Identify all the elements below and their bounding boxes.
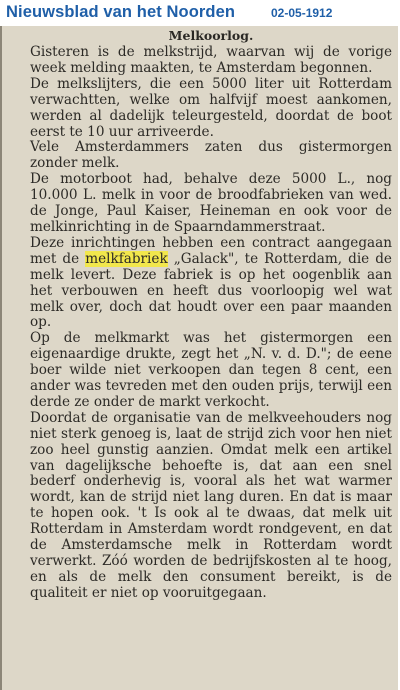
paragraph-2: De melkslijters, die een 5000 liter uit Rotterdam verwachtten, welke om halfvijf moest aankomen, werden al dadelijk teleurgesteld, doordat de boot eerst te 10 uur arriveerde. [30, 75, 392, 140]
publication-date: 02-05-1912 [271, 6, 333, 20]
paragraph-6: Op de melkmarkt was het gistermorgen een eigenaardige drukte, zegt het „N. v. d. D."; de eene boer wilde niet verkoopen dan tegen 8 cent, een ander was tevreden met den ouden prijs, terwijl een derde ze onder de markt verkocht. [30, 330, 392, 410]
paragraph-5-end: „Galack", te Rotterdam, die de melk levert. Deze fabriek is op het oogenblik aan het verbouwen en heeft dus voorloopig wel wat melk over, doch dat houdt over een paar maanden op. [30, 250, 392, 331]
paragraph-7: Doordat de organisatie van de melkveehouders nog niet sterk genoeg is, laat de strijd zich voor hen niet zoo heel gunstig aanzien. Omdat melk een artikel van dagelijksche behoefte is, dat aan een snel bederf onderhevig is, vooral als het wat warmer wordt, kan de strijd niet lang duren. En dat is maar te hopen ook. 't Is ook al te dwaas, dat melk uit Rotterdam in Amsterdam wordt rondgevent, en dat de Amsterdamsche melk in Rotterdam wordt verwerkt. Zóó worden de bedrijfskosten al te hoog, en als de melk den consument bereikt, is de qualiteit er niet op vooruitgegaan. [30, 409, 392, 601]
article-headline: Melkoorlog. [168, 28, 254, 43]
newspaper-title: Nieuwsblad van het Noorden [6, 3, 236, 21]
paragraph-1: Gisteren is de melkstrijd, waarvan wij de vorige week melding maakten, te Amsterdam begonnen. [30, 44, 392, 76]
paragraph-5-start: Deze inrichtingen hebben een contract aangegaan met de [30, 234, 392, 267]
paragraph-3: Vele Amsterdammers zaten dus gistermorgen zonder melk. [30, 139, 392, 172]
search-highlight: melkfabriek [85, 250, 168, 267]
article [30, 28, 392, 602]
newspaper-clipping [0, 26, 398, 690]
paragraph-4: De motorboot had, behalve deze 5000 L., nog 10.000 L. melk in voor de broodfabrieken van wed. de Jonge, Paul Kaiser, Heineman en ook voor de melkinrichting in de Spaarndammerstraat. [30, 171, 392, 235]
paragraph-5 [30, 236, 392, 331]
page-header [0, 0, 400, 26]
